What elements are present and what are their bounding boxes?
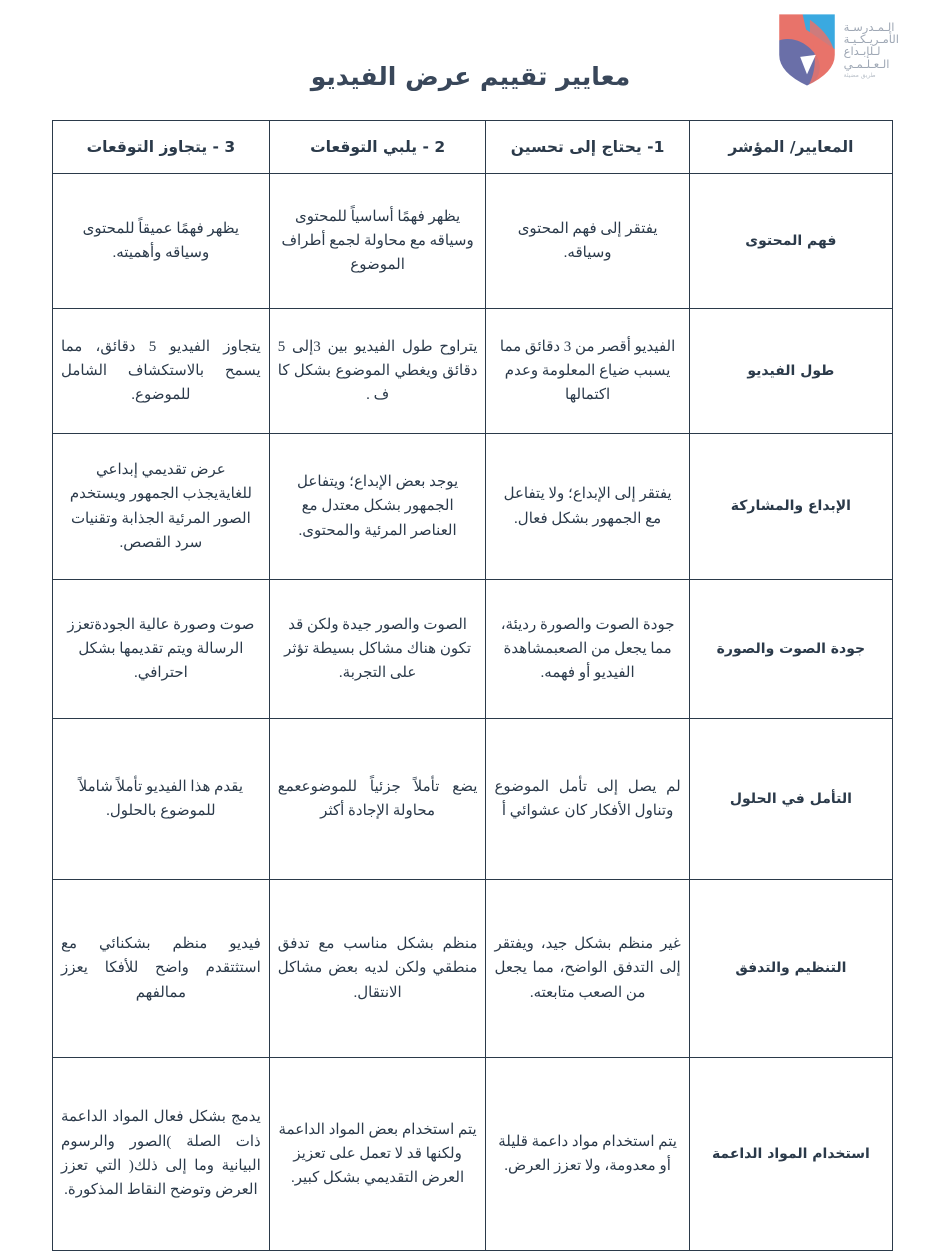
cell-level-1: لم يصل إلى تأمل الموضوع وتناول الأفكار كان عشوائي أ [486,719,689,880]
criterion-label: جودة الصوت والصورة [689,580,892,719]
logo-line-1: الـمـدرسـة [843,19,895,34]
cell-level-2: يتراوح طول الفيديو بين 3إلى 5 دقائق ويغطي الموضوع بشكل كا ف . [269,309,486,434]
criterion-label: الإبداع والمشاركة [689,434,892,580]
table-row [53,719,893,880]
cell-level-2: يتم استخدام بعض المواد الداعمة ولكنها قد لا تعمل على تعزيز العرض التقديمي بشكل كبير. [269,1058,486,1251]
document-header [0,0,941,118]
criterion-label: استخدام المواد الداعمة [689,1058,892,1251]
table-row [53,580,893,719]
table-header-row [53,121,893,174]
table-row [53,880,893,1058]
criterion-label: التنظيم والتدفق [689,880,892,1058]
cell-level-3: يقدم هذا الفيديو تأملاً شاملاً للموضوع بالحلول. [53,719,270,880]
table-row [53,434,893,580]
cell-level-2: يضع تأملاً جزئياً للموضوععمع محاولة الإجادة أكثر [269,719,486,880]
header-level-2: 2 - يلبي التوقعات [269,121,486,174]
header-criteria: المعايير/ المؤشر [689,121,892,174]
cell-level-3: يدمج بشكل فعال المواد الداعمة ذات الصلة )الصور والرسوم البيانية وما إلى ذلك( التي تعزز العرض وتوضح النقاط المذكورة. [53,1058,270,1251]
cell-level-3: عرض تقديمي إبداعي للغايةيجذب الجمهور ويستخدم الصور المرئية الجذابة وتقنيات سرد القصص. [53,434,270,580]
header-level-3: 3 - يتجاوز التوقعات [53,121,270,174]
cell-level-3: صوت وصورة عالية الجودةتعزز الرسالة ويتم تقديمها بشكل احترافي. [53,580,270,719]
cell-level-1: جودة الصوت والصورة رديئة، مما يجعل من الصعبمشاهدة الفيديو أو فهمه. [486,580,689,719]
cell-level-1: يفتقر إلى فهم المحتوى وسياقه. [486,174,689,309]
page-title: معايير تقييم عرض الفيديو [310,62,631,91]
cell-level-2: الصوت والصور جيدة ولكن قد تكون هناك مشاكل بسيطة تؤثر على التجربة. [269,580,486,719]
cell-level-3: فيديو منظم بشكنائي مع استثتقدم واضح للأفكا يعزز ممالفهم [53,880,270,1058]
cell-level-1: يتم استخدام مواد داعمة قليلة أو معدومة، ولا تعزز العرض. [486,1058,689,1251]
logo-tagline: طريق مضيئة [843,71,876,79]
cell-level-1: غير منظم بشكل جيد، ويفتقر إلى التدفق الواضح، مما يجعل من الصعب متابعته. [486,880,689,1058]
table-row [53,174,893,309]
logo-line-2: الأمـريـكـيـة [843,32,899,47]
cell-level-1: يفتقر إلى الإبداع؛ ولا يتفاعل مع الجمهور بشكل فعال. [486,434,689,580]
cell-level-2: يظهر فهمًا أساسياً للمحتوى وسياقه مع محاولة لجمع أطراف الموضوع [269,174,486,309]
table-row [53,1058,893,1251]
header-level-1: 1- يحتاج إلى تحسين [486,121,689,174]
cell-level-2: منظم بشكل مناسب مع تدفق منطقي ولكن لديه بعض مشاكل الانتقال. [269,880,486,1058]
cell-level-3: يتجاوز الفيديو 5 دقائق، مما يسمح بالاستكشاف الشامل للموضوع. [53,309,270,434]
criterion-label: فهم المحتوى [689,174,892,309]
rubric-table-container [52,120,893,1251]
cell-level-3: يظهر فهمًا عميقاً للمحتوى وسياقه وأهميته. [53,174,270,309]
table-row [53,309,893,434]
logo-line-3: لـلإبـداع [843,44,881,59]
logo-line-4: الـعـلـمـي [843,56,890,71]
criterion-label: طول الفيديو [689,309,892,434]
criterion-label: التأمل في الحلول [689,719,892,880]
rubric-table [52,120,893,1251]
cell-level-2: يوجد بعض الإبداع؛ ويتفاعل الجمهور بشكل معتدل مع العناصر المرئية والمحتوى. [269,434,486,580]
cell-level-1: الفيديو أقصر من 3 دقائق مما يسبب ضياع المعلومة وعدم اكتمالها [486,309,689,434]
